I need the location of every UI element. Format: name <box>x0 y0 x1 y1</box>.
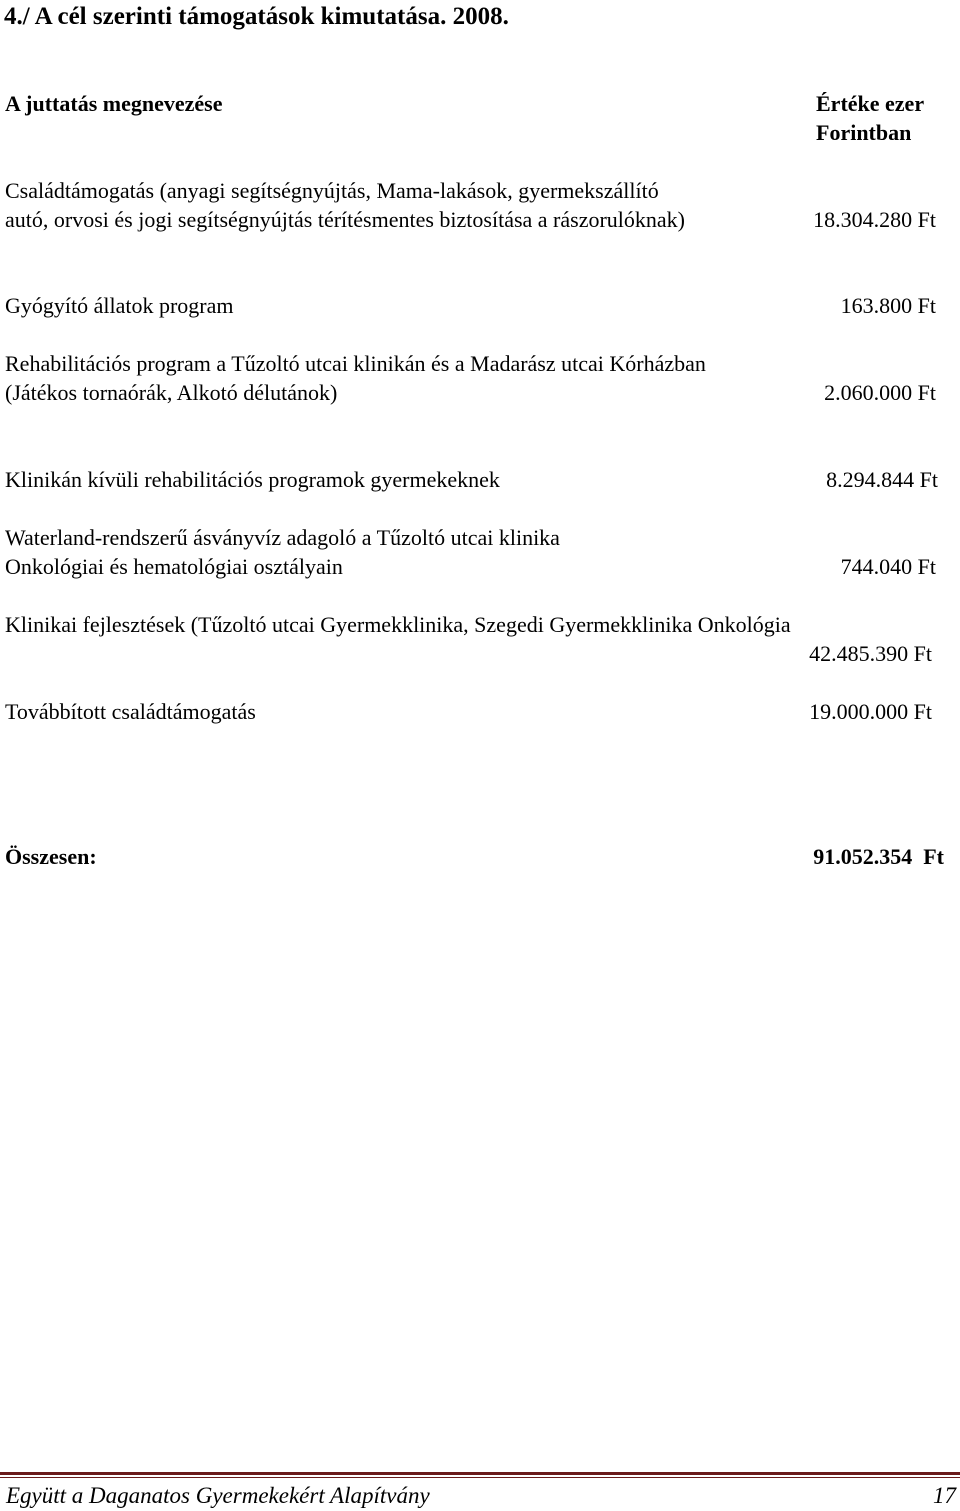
item-7-amount: 19.000.000 Ft <box>809 699 932 724</box>
item-1-line-1: Családtámogatás (anyagi segítségnyújtás, Mama-lakások, gyermekszállító <box>5 178 659 203</box>
item-7-line-1: Továbbított családtámogatás <box>5 699 256 724</box>
footer-page-number: 17 <box>933 1483 956 1508</box>
total-amount: 91.052.354 Ft <box>813 844 944 869</box>
item-3-line-2: (Játékos tornaórák, Alkotó délutánok) <box>5 380 338 405</box>
item-2-line-1: Gyógyító állatok program <box>5 293 234 318</box>
item-2-amount: 163.800 Ft <box>840 293 936 318</box>
item-3-amount: 2.060.000 Ft <box>824 380 936 405</box>
footer-organization: Együtt a Daganatos Gyermekekért Alapítvány <box>6 1483 430 1508</box>
item-5-amount: 744.040 Ft <box>840 554 936 579</box>
total-label: Összesen: <box>5 844 97 869</box>
item-1-line-2: autó, orvosi és jogi segítségnyújtás térítésmentes biztosítása a rászorulóknak) <box>5 207 686 232</box>
item-5-line-2: Onkológiai és hematológiai osztályain <box>5 554 343 579</box>
footer-rule-thick <box>0 1472 960 1475</box>
page-title: 4./ A cél szerinti támogatások kimutatása. 2008. <box>4 3 509 30</box>
item-5-line-1: Waterland-rendszerű ásványvíz adagoló a Tűzoltó utcai klinika <box>5 525 560 550</box>
item-6-amount: 42.485.390 Ft <box>809 641 932 666</box>
column-header-value-line2: Forintban <box>816 120 912 145</box>
item-4-amount: 8.294.844 Ft <box>826 467 938 492</box>
column-header-value-line1: Értéke ezer <box>816 91 925 116</box>
column-header-name: A juttatás megnevezése <box>5 91 223 116</box>
item-3-line-1: Rehabilitációs program a Tűzoltó utcai klinikán és a Madarász utcai Kórházban <box>5 351 706 376</box>
footer-rule-thin <box>0 1477 960 1478</box>
item-4-line-1: Klinikán kívüli rehabilitációs programok gyermekeknek <box>5 467 500 492</box>
item-6-line-1: Klinikai fejlesztések (Tűzoltó utcai Gyermekklinika, Szegedi Gyermekklinika Onkológia <box>5 612 791 637</box>
item-1-amount: 18.304.280 Ft <box>813 207 936 232</box>
